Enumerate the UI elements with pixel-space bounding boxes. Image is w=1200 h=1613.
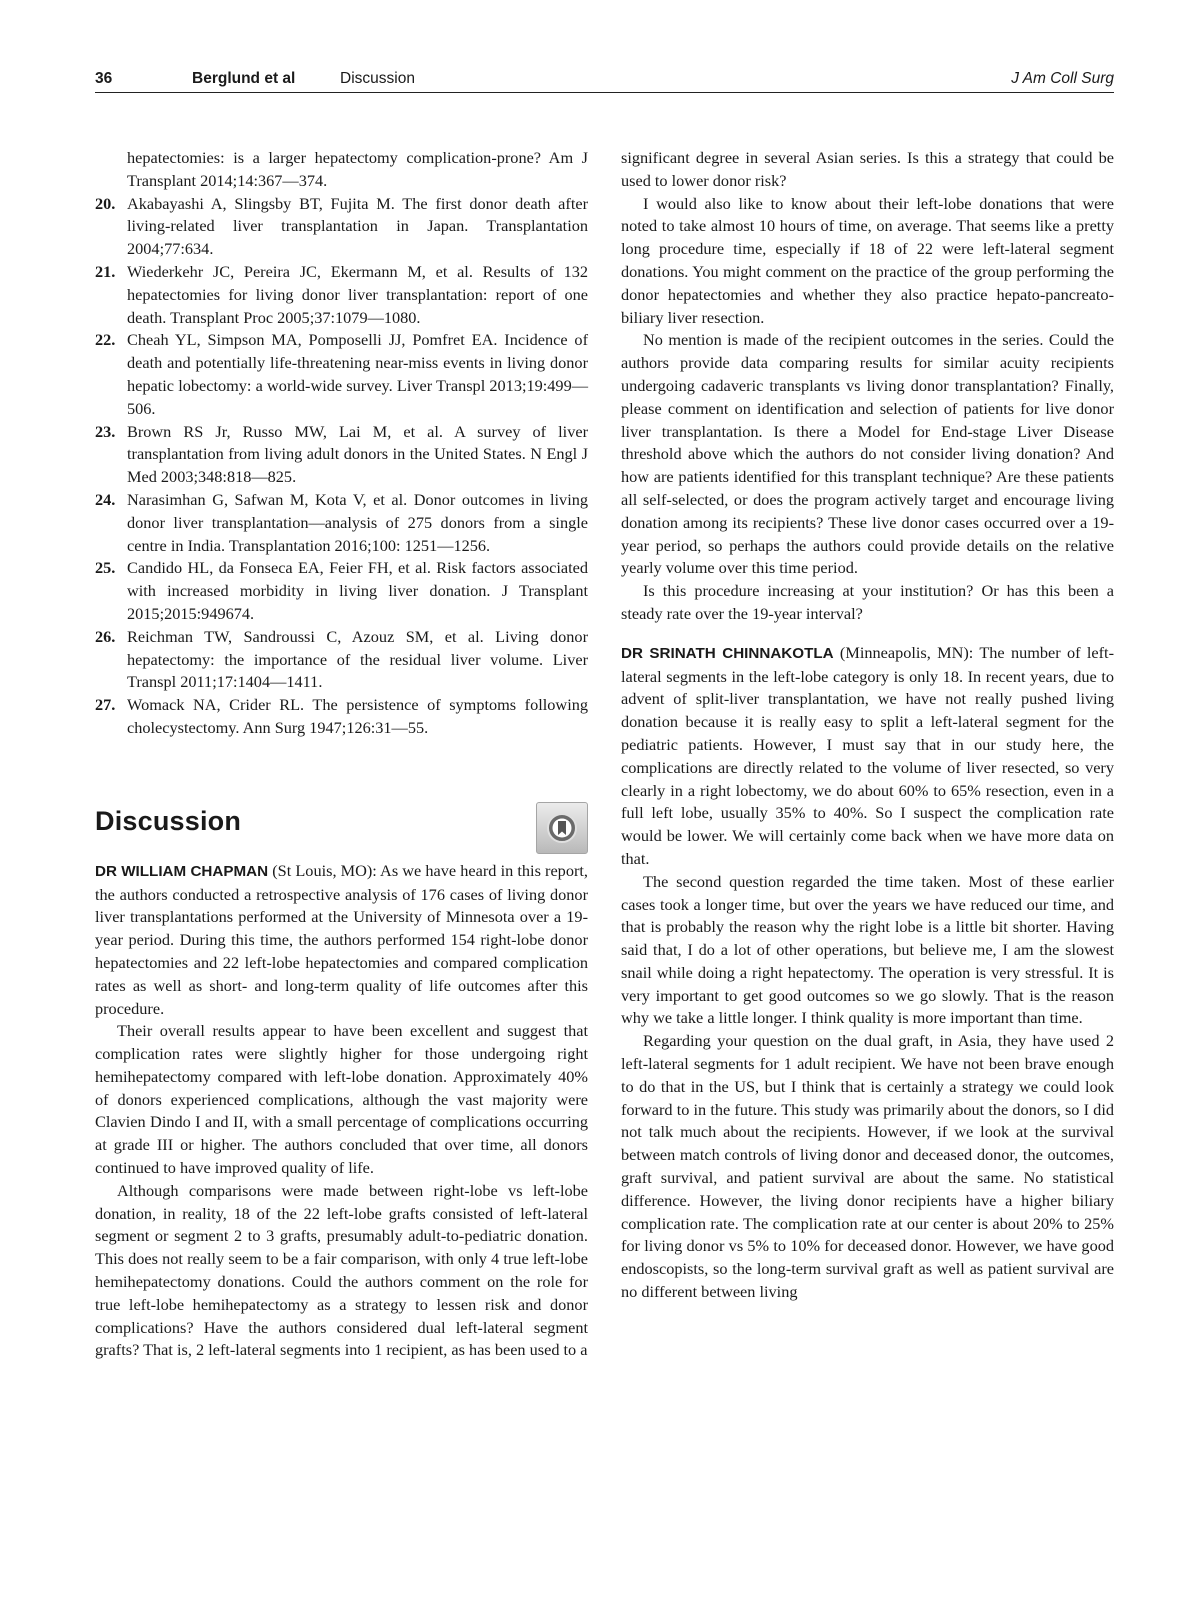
reference-text: Narasimhan G, Safwan M, Kota V, et al. Donor outcomes in living donor liver transplantation—analysis of 275 donors from a single centre in India. Transplantation 2016;100: 1251—1256. [127, 489, 588, 555]
reference-continued: hepatectomies: is a larger hepatectomy complication-prone? Am J Transplant 2014;14:367—374. [127, 148, 588, 190]
reference-number: 23. [95, 421, 116, 441]
discussion-paragraph: Regarding your question on the dual graft, in Asia, they have used 2 left-lateral segments for 1 adult recipient. We have not been brave enough to do that in the US, but I think that is certainly a strategy we could look forward to in the future. This study was primarily about the donors, so I did not talk much about the recipients. However, if we look at the survival between match controls of living donor and deceased donor, the outcomes, graft survival, and patient survival are about the same. No statistical difference. However, the living donor recipients have a higher biliary complication rate. The complication rate at our center is about 20% to 25% for living donor vs 5% to 10% for deceased donor. However, we have good endoscopists, so the long-term survival graft as well as patient survival are no different between living [621, 1031, 1114, 1302]
reference-item [95, 557, 588, 625]
reference-number: 20. [95, 193, 116, 213]
reference-text: Akabayashi A, Slingsby BT, Fujita M. The first donor death after living-related liver transplantation in Japan. Transplantation 2004;77:634. [127, 193, 588, 259]
reference-item [95, 329, 588, 420]
running-header [95, 66, 1114, 93]
reference-number: 25. [95, 558, 116, 578]
reference-text: Wiederkehr JC, Pereira JC, Ekermann M, et al. Results of 132 hepatectomies for living donor liver transplantation: report of one death. Transplant Proc 2005;37:1079—1080. [127, 261, 588, 327]
speaker-name: DR WILLIAM CHAPMAN [95, 862, 269, 880]
reference-number: 27. [95, 695, 116, 715]
discussion-paragraph [621, 642, 1114, 871]
right-column [621, 147, 1114, 1304]
reference-text: Brown RS Jr, Russo MW, Lai M, et al. A survey of liver transplantation from living adult donors in the United States. N Engl J Med 2003;348:818—825. [127, 421, 588, 487]
reference-list [95, 147, 588, 740]
discussion-paragraph [95, 860, 588, 1021]
crossmark-button[interactable] [536, 802, 588, 854]
running-section: Discussion [340, 70, 415, 87]
reference-number: 26. [95, 626, 116, 646]
paragraph-text: (Minneapolis, MN): The number of left-lateral segments in the left-lobe category is only 18. In recent years, due to advent of split-liver transplantation, we have not really pushed living donation because it is really easy to split a left-lateral segment for the pediatric patients. However, I must say that in our study here, the complications are directly related to the volume of liver resected, so very clearly in a right lobectomy, we do about 60% to 65% resection, even in a full left lobe, usually 35% to 40%. So I suspect the complication rate would be lower. We will certainly come back when we have more data on that. [621, 642, 1114, 868]
page-number: 36 [95, 70, 113, 87]
reference-item [95, 489, 588, 557]
reference-item [95, 694, 588, 740]
reference-text: Womack NA, Crider RL. The persistence of symptoms following cholecystectomy. Ann Surg 1947;126:31—55. [127, 695, 588, 737]
discussion-paragraph: The second question regarded the time taken. Most of these earlier cases took a longer time, but over the years we have reduced our time, and that is probably the reason why the right lobe is a little bit shorter. Having said that, I do a lot of other operations, but believe me, I am the slowest snail while doing a right hepatectomy. The operation is very stressful. It is very important to get good outcomes so we go slowly. That is the reason why we take a little longer. I think quality is more important than time. [621, 871, 1114, 1028]
journal-name: J Am Coll Surg [1011, 70, 1114, 87]
paragraph-gap [621, 626, 1114, 642]
discussion-paragraph: Their overall results appear to have been excellent and suggest that complication rates were slightly higher for those undergoing right hemihepatectomy compared with left-lobe donation. Approximately 40% of donors experienced complications, although the vast majority were Clavien Dindo I and II, with a small percentage of complications occurring at grade III or higher. The authors concluded that over time, all donors continued to have improved quality of life. [95, 1021, 588, 1178]
reference-text: Reichman TW, Sandroussi C, Azouz SM, et al. Living donor hepatectomy: the importance of the residual liver volume. Liver Transpl 2011;17:1404—1411. [127, 626, 588, 692]
reference-item [95, 193, 588, 261]
reference-number: 21. [95, 261, 116, 281]
discussion-paragraph: No mention is made of the recipient outcomes in the series. Could the authors provide data comparing results for similar acuity recipients undergoing cadaveric transplants vs living donor transplantation? Finally, please comment on identification and selection of patients for live donor liver transplantation. Is there a Model for End-stage Liver Disease threshold above which the authors do not consider living donation? And how are patients identified for this transplant technique? Are these patients all self-selected, or does the program actively target and encourage living donation among its recipients? These live donor cases occurred over a 19-year period, so perhaps the authors could provide details on the relative yearly volume over this time period. [621, 330, 1114, 578]
reference-item [95, 626, 588, 694]
discussion-paragraph: I would also like to know about their left-lobe donations that were noted to take almost 10 hours of time, on average. That seems like a pretty long procedure time, especially if 18 of 22 were left-lateral segment donations. You might comment on the practice of the group performing the donor hepatectomies and whether they also practice hepato-pancreato-biliary liver resection. [621, 193, 1114, 327]
reference-item [95, 421, 588, 489]
left-column [95, 147, 588, 1362]
speaker-name: DR SRINATH CHINNAKOTLA [621, 644, 834, 662]
reference-item [95, 261, 588, 329]
paragraph-text: (St Louis, MO): As we have heard in this report, the authors conducted a retrospective analysis of 176 cases of living donor liver transplantations performed at the University of Minnesota over a 19-year period. During this time, the authors performed 154 right-lobe donor hepatectomies and 22 left-lobe hepatectomies and compared complication rates as well as short- and long-term quality of life outcomes after this procedure. [95, 860, 588, 1018]
bookmark-icon [546, 812, 578, 844]
reference-text: Candido HL, da Fonseca EA, Feier FH, et al. Risk factors associated with increased morbidity in living liver donation. J Transplant 2015;2015:949674. [127, 558, 588, 623]
discussion-paragraph: significant degree in several Asian series. Is this a strategy that could be used to lower donor risk? [621, 148, 1114, 190]
reference-text: Cheah YL, Simpson MA, Pomposelli JJ, Pomfret EA. Incidence of death and potentially life-threatening near-miss events in living donor hepatic lobectomy: a world-wide survey. Liver Transpl 2013;19:499—506. [127, 330, 588, 418]
discussion-heading-row [95, 802, 588, 860]
reference-number: 24. [95, 489, 116, 509]
running-authors: Berglund et al [192, 70, 296, 87]
discussion-paragraph: Although comparisons were made between right-lobe vs left-lobe donation, in reality, 18 of the 22 left-lobe grafts consisted of left-lateral segment or segment 2 to 3 grafts, presumably adult-to-pediatric donation. This does not really seem to be a fair comparison, with only 4 true left-lobe hemihepatectomy donations. Could the authors comment on the role for true left-lobe hemihepatectomy as a strategy to lessen risk and donor complications? Have the authors considered dual left-lateral segment grafts? That is, 2 left-lateral segments into 1 recipient, as has been used to a [95, 1180, 588, 1360]
discussion-paragraph: Is this procedure increasing at your institution? Or has this been a steady rate over the 19-year interval? [621, 581, 1114, 623]
reference-number: 22. [95, 330, 116, 350]
section-title: Discussion [95, 805, 242, 836]
